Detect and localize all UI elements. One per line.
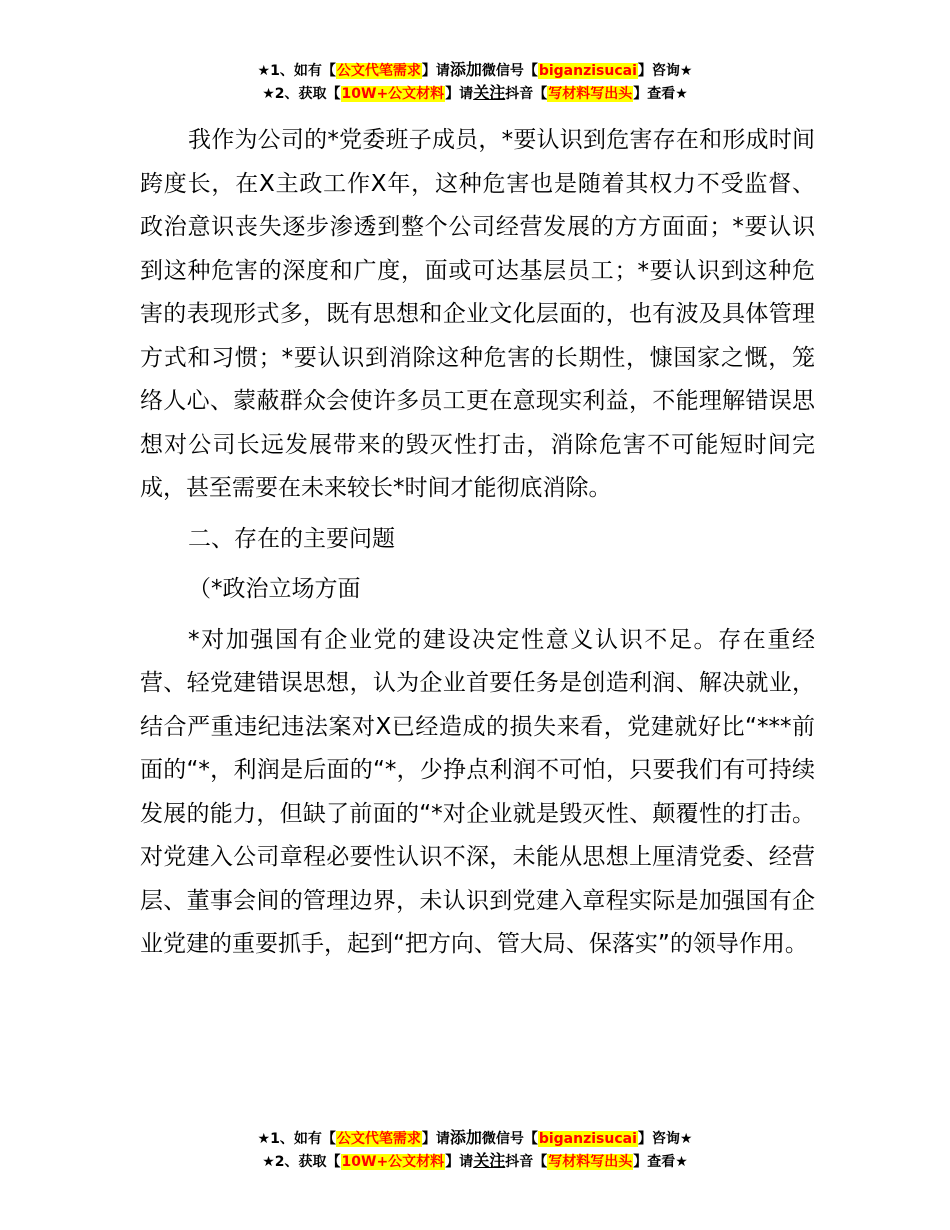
subsection-heading: （*政治立场方面 bbox=[188, 576, 361, 602]
banner-highlight: 10W+公文材料 bbox=[341, 1154, 445, 1170]
footer-line-1 bbox=[0, 1127, 950, 1150]
banner-text: 微信号【 bbox=[481, 63, 538, 79]
banner-emphasis: 添加 bbox=[449, 60, 482, 79]
banner-text: 】查看★ bbox=[633, 1154, 688, 1170]
banner-highlight: 10W+公文材料 bbox=[341, 86, 445, 102]
document-body bbox=[140, 119, 815, 967]
banner-text: 抖音【 bbox=[505, 1154, 548, 1170]
banner-text: 】请 bbox=[421, 1131, 450, 1147]
banner-text: ★2、获取【 bbox=[262, 86, 341, 102]
banner-highlight: 公文代笔需求 bbox=[336, 63, 421, 79]
banner-emphasis: 关注 bbox=[473, 1151, 506, 1170]
banner-emphasis: 关注 bbox=[473, 83, 506, 102]
banner-text: ★1、如有【 bbox=[257, 1131, 336, 1147]
banner-text: 抖音【 bbox=[505, 86, 548, 102]
banner-text: 】咨询★ bbox=[637, 63, 693, 79]
banner-text: ★1、如有【 bbox=[257, 63, 336, 79]
banner-text: 】查看★ bbox=[633, 86, 688, 102]
banner-highlight: 写材料写出头 bbox=[548, 1154, 633, 1170]
banner-text: 】请 bbox=[445, 1154, 474, 1170]
banner-text: ★2、获取【 bbox=[262, 1154, 341, 1170]
banner-highlight: biganzisucai bbox=[538, 1131, 637, 1147]
banner-text: 】咨询★ bbox=[637, 1131, 693, 1147]
banner-line-2 bbox=[0, 82, 950, 105]
section-heading: 二、存在的主要问题 bbox=[188, 525, 395, 552]
banner-highlight: 公文代笔需求 bbox=[336, 1131, 421, 1147]
banner-line-1 bbox=[0, 59, 950, 82]
paragraph-political-stance: *对加强国有企业党的建设决定性意义认识不足。存在重经营、轻党建错误思想，认为企业首要任务是创造利润、解决就业，结合严重违纪违法案对Ⅹ已经造成的损失来看，党建就好比“***前面的“*，利润是后面的“*，少挣点利润不可怕，只要我们有可持续发展的能力，但缺了前面的“*对企业就是毁灭性、颠覆性的打击。对党建入公司章程必要性认识不深，未能从思想上厘清党委、经营层、董事会间的管理边界，未认识到党建入章程实际是加强国有企业党建的重要抓手，起到“把方向、管大局、保落实”的领导作用。 bbox=[140, 626, 815, 957]
banner-text: 】请 bbox=[445, 86, 474, 102]
banner-highlight: biganzisucai bbox=[538, 63, 637, 79]
footer-line-2 bbox=[0, 1150, 950, 1173]
header-banner bbox=[0, 59, 950, 105]
banner-text: 微信号【 bbox=[481, 1131, 538, 1147]
banner-emphasis: 添加 bbox=[449, 1128, 482, 1147]
footer-banner bbox=[0, 1127, 950, 1173]
banner-highlight: 写材料写出头 bbox=[548, 86, 633, 102]
paragraph-self-reflection: 我作为公司的*党委班子成员，*要认识到危害存在和形成时间跨度长，在Ⅹ主政工作Ⅹ年，这种危害也是随着其权力不受监督、政治意识丧失逐步渗透到整个公司经营发展的方方面面；*要认识到这种危害的深度和广度，面或可达基层员工；*要认识到这种危害的表现形式多，既有思想和企业文化层面的，也有波及具体管理方式和习惯；*要认识到消除这种危害的长期性，慷国家之慨，笼络人心、蒙蔽群众会使许多员工更在意现实利益，不能理解错误思想对公司长远发展带来的毁灭性打击，消除危害不可能短时间完成，甚至需要在未来较长*时间才能彻底消除。 bbox=[140, 127, 815, 501]
banner-text: 】请 bbox=[421, 63, 450, 79]
